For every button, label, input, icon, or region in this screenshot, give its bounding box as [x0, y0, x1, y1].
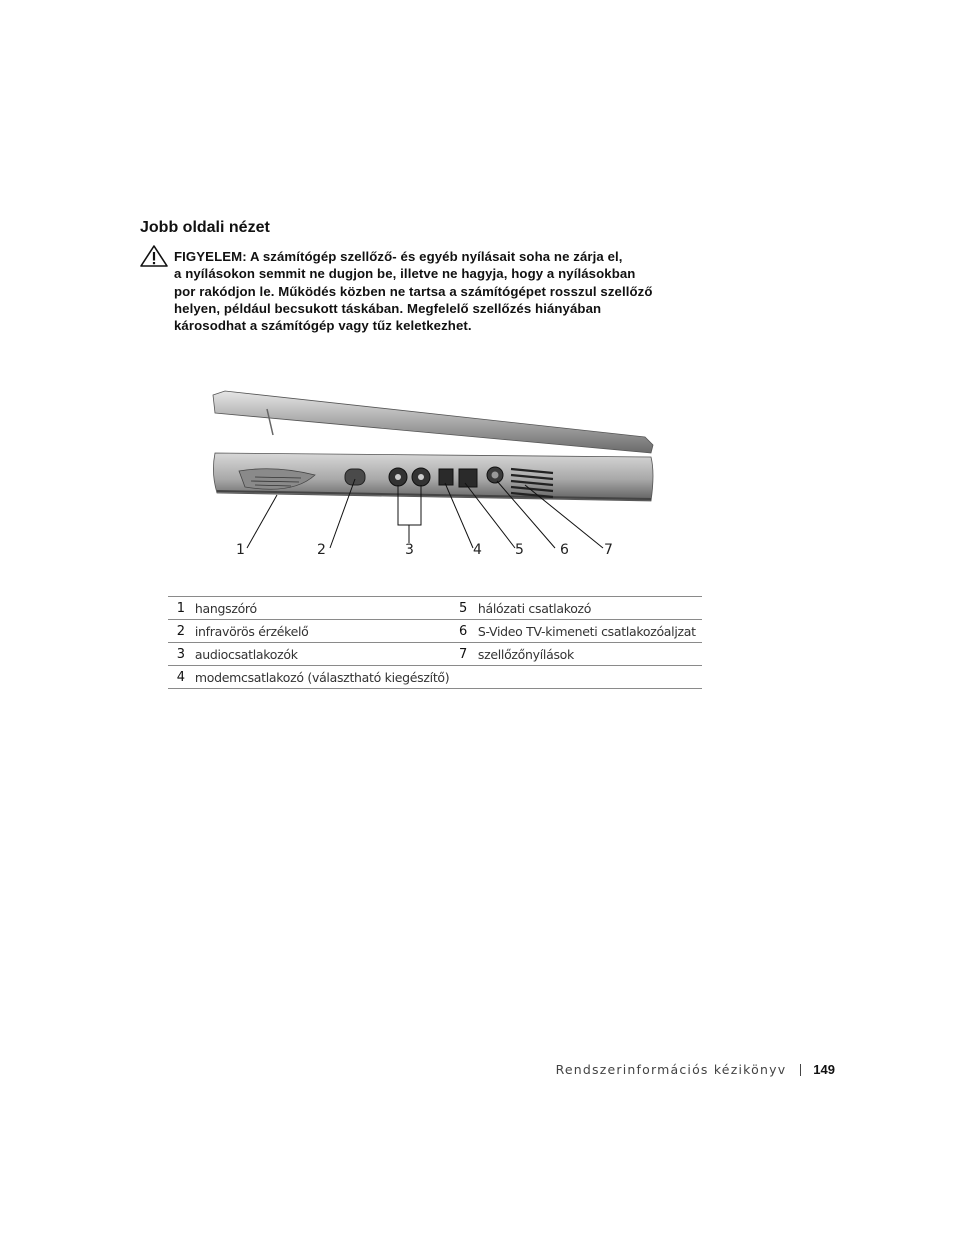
legend-number: 3: [168, 643, 194, 666]
legend-label: hálózati csatlakozó: [477, 597, 702, 620]
legend-label: S-Video TV-kimeneti csatlakozóaljzat: [477, 620, 702, 643]
callout-number: 1: [236, 542, 245, 558]
caution-line: a nyílásokon semmit ne dugjon be, illetve ne hagyja, hogy a nyílásokban: [174, 266, 636, 282]
callout-number: 3: [405, 542, 414, 558]
table-row: [168, 666, 702, 689]
section-heading: Jobb oldali nézet: [140, 219, 270, 236]
legend-number: 1: [168, 597, 194, 620]
legend-label: infravörös érzékelő: [194, 620, 449, 643]
legend-label: szellőzőnyílások: [477, 643, 702, 666]
legend-label: audiocsatlakozók: [194, 643, 449, 666]
network-port: [459, 469, 477, 487]
callout-number: 5: [515, 542, 524, 558]
modem-port: [439, 469, 453, 485]
table-row: [168, 597, 702, 620]
legend-label: hangszóró: [194, 597, 449, 620]
footer-title: Rendszerinformációs kézikönyv: [555, 1062, 787, 1077]
legend-label: [477, 666, 702, 689]
callout-number: 2: [317, 542, 326, 558]
legend-number: 4: [168, 666, 194, 689]
legend-number: [449, 666, 477, 689]
laptop-right-side-illustration: [205, 383, 665, 563]
table-row: [168, 643, 702, 666]
page-footer: [556, 1062, 835, 1077]
caution-line: helyen, például becsukott táskában. Megfelelő szellőzés hiányában: [174, 300, 602, 316]
callout-number: 6: [560, 542, 569, 558]
infrared-sensor: [345, 469, 365, 485]
legend-number: 7: [449, 643, 477, 666]
caution-note: [174, 248, 754, 334]
warning-triangle-icon: [140, 245, 168, 267]
caution-line: károsodhat a számítógép vagy tűz keletkezhet.: [174, 318, 472, 334]
legend-number: 5: [449, 597, 477, 620]
callout-number: 7: [604, 542, 613, 558]
caution-line: FIGYELEM: A számítógép szellőző- és egyéb nyílásait soha ne zárja el,: [174, 249, 623, 264]
table-row: [168, 620, 702, 643]
page-number: 149: [813, 1062, 835, 1077]
legend-number: 6: [449, 620, 477, 643]
footer-separator: [800, 1064, 801, 1076]
legend-label: modemcsatlakozó (választható kiegészítő): [194, 666, 449, 689]
callout-legend-table: [168, 596, 702, 689]
caution-line: por rakódjon le. Működés közben ne tartsa a számítógépet rosszul szellőző: [174, 283, 653, 299]
laptop-lid: [213, 391, 653, 453]
callout-number: 4: [473, 542, 482, 558]
legend-number: 2: [168, 620, 194, 643]
